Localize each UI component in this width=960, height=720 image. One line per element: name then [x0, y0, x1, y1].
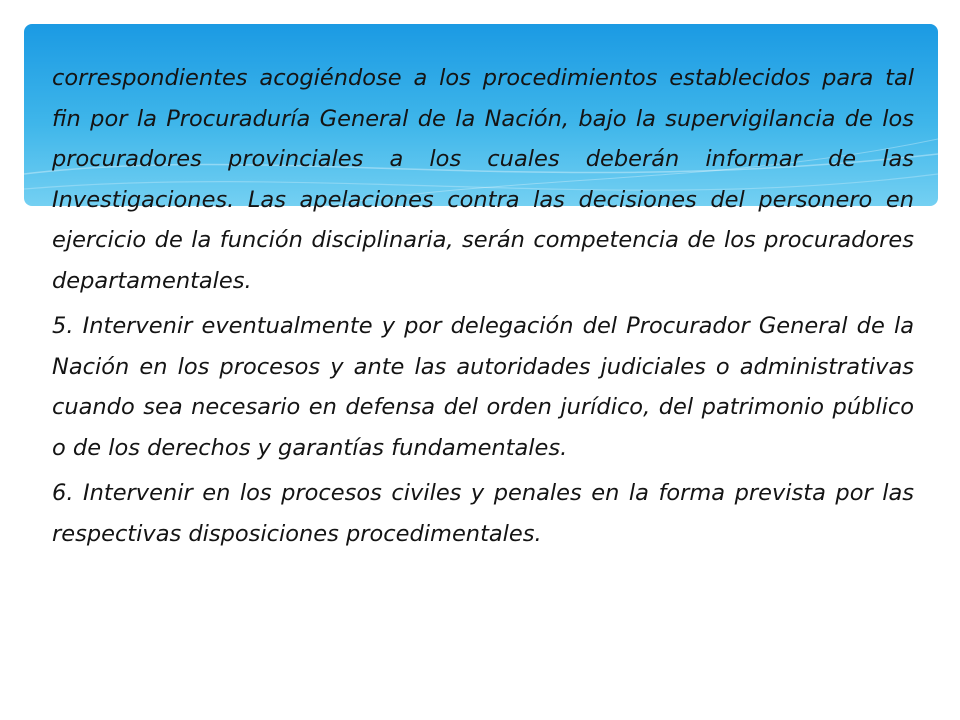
paragraph-item-6: 6. Intervenir en los procesos civiles y penales en la forma prevista por las respectivas disposiciones procedimentales.: [52, 480, 914, 547]
paragraph-item-5: 5. Intervenir eventualmente y por delegación del Procurador General de la Nación en los procesos y ante las autoridades judiciales o administrativas cuando sea necesario en defensa del orden jurídico, del patrimonio público o de los derechos y garantías fundamentales.: [52, 313, 914, 461]
slide-body-text: [52, 58, 914, 559]
paragraph-disciplinary-procedures: correspondientes acogiéndose a los procedimientos establecidos para tal fin por la Procuraduría General de la Nación, bajo la supervigilancia de los procuradores provinciales a los cuales deberán informar de las Investigaciones. Las apelaciones contra las decisiones del personero en ejercicio de la función disciplinaria, serán competencia de los procuradores departamentales.: [52, 65, 914, 294]
